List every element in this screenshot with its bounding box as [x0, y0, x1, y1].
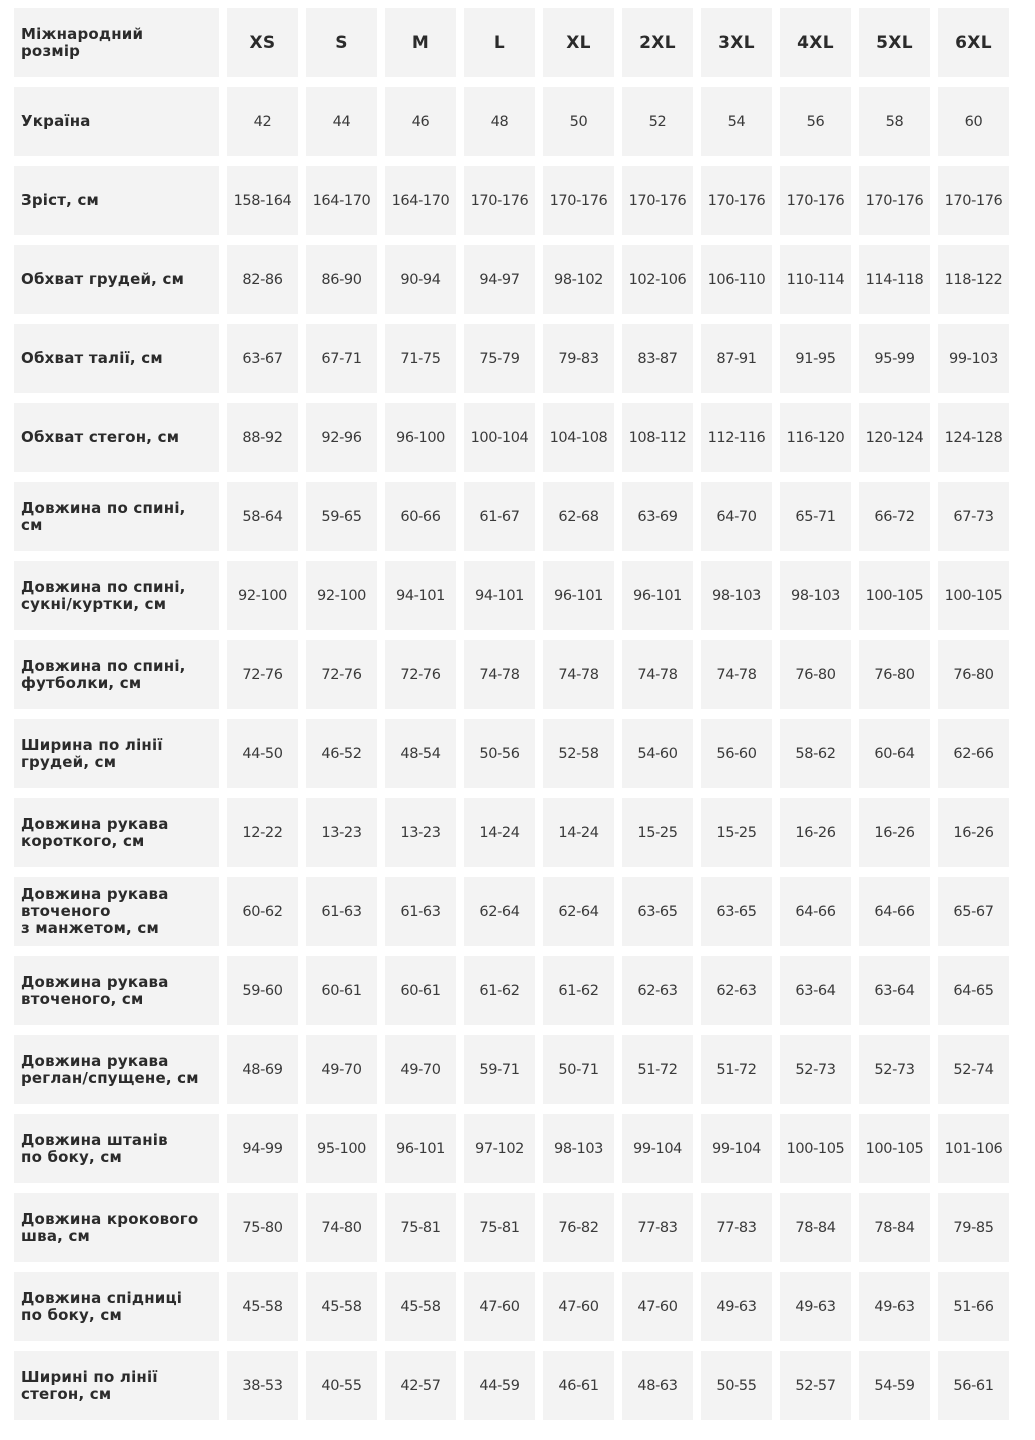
size-value-cell: 52 — [622, 87, 693, 156]
size-value-cell: 96-101 — [543, 561, 614, 630]
size-value-cell: 60-61 — [306, 956, 377, 1025]
size-value-cell: 56 — [780, 87, 851, 156]
size-value-cell: 59-71 — [464, 1035, 535, 1104]
size-value-cell: 88-92 — [227, 403, 298, 472]
size-value-cell: 54-59 — [859, 1351, 930, 1420]
size-value-cell: 64-66 — [780, 877, 851, 946]
size-value-cell: 170-176 — [859, 166, 930, 235]
size-value-cell: 16-26 — [780, 798, 851, 867]
size-value-cell: 94-99 — [227, 1114, 298, 1183]
size-value-cell: 124-128 — [938, 403, 1009, 472]
size-value-cell: 170-176 — [701, 166, 772, 235]
size-value-cell: 40-55 — [306, 1351, 377, 1420]
size-value-cell: 118-122 — [938, 245, 1009, 314]
size-value-cell: 52-58 — [543, 719, 614, 788]
size-value-cell: 75-79 — [464, 324, 535, 393]
size-value-cell: 56-61 — [938, 1351, 1009, 1420]
size-value-cell: 51-66 — [938, 1272, 1009, 1341]
size-value-cell: 95-99 — [859, 324, 930, 393]
row-label: Довжина рукава короткого, см — [14, 798, 219, 867]
header-label-international-size: Міжнародний розмір — [14, 8, 219, 77]
size-value-cell: 170-176 — [543, 166, 614, 235]
size-value-cell: 72-76 — [306, 640, 377, 709]
size-value-cell: 14-24 — [543, 798, 614, 867]
size-value-cell: 94-101 — [464, 561, 535, 630]
size-value-cell: 15-25 — [701, 798, 772, 867]
size-value-cell: 63-69 — [622, 482, 693, 551]
size-value-cell: 104-108 — [543, 403, 614, 472]
size-value-cell: 56-60 — [701, 719, 772, 788]
size-value-cell: 86-90 — [306, 245, 377, 314]
size-value-cell: 98-102 — [543, 245, 614, 314]
size-value-cell: 61-62 — [543, 956, 614, 1025]
size-value-cell: 62-68 — [543, 482, 614, 551]
row-label: Довжина крокового шва, см — [14, 1193, 219, 1262]
size-value-cell: 158-164 — [227, 166, 298, 235]
size-header-xs: XS — [227, 8, 298, 77]
size-value-cell: 74-78 — [622, 640, 693, 709]
row-label: Обхват грудей, см — [14, 245, 219, 314]
size-value-cell: 38-53 — [227, 1351, 298, 1420]
size-value-cell: 87-91 — [701, 324, 772, 393]
size-header-2xl: 2XL — [622, 8, 693, 77]
size-value-cell: 12-22 — [227, 798, 298, 867]
size-value-cell: 72-76 — [227, 640, 298, 709]
size-value-cell: 54 — [701, 87, 772, 156]
size-header-6xl: 6XL — [938, 8, 1009, 77]
size-value-cell: 92-100 — [227, 561, 298, 630]
size-value-cell: 49-63 — [701, 1272, 772, 1341]
size-value-cell: 96-101 — [622, 561, 693, 630]
size-value-cell: 48 — [464, 87, 535, 156]
size-value-cell: 76-80 — [859, 640, 930, 709]
row-label: Довжина рукава вточеного з манжетом, см — [14, 877, 219, 946]
size-value-cell: 75-81 — [464, 1193, 535, 1262]
size-value-cell: 92-100 — [306, 561, 377, 630]
row-label: Обхват стегон, см — [14, 403, 219, 472]
size-value-cell: 54-60 — [622, 719, 693, 788]
size-value-cell: 51-72 — [622, 1035, 693, 1104]
size-value-cell: 49-70 — [385, 1035, 456, 1104]
size-value-cell: 79-83 — [543, 324, 614, 393]
size-value-cell: 100-105 — [859, 561, 930, 630]
size-value-cell: 72-76 — [385, 640, 456, 709]
size-value-cell: 96-100 — [385, 403, 456, 472]
size-value-cell: 49-63 — [859, 1272, 930, 1341]
size-value-cell: 76-82 — [543, 1193, 614, 1262]
size-value-cell: 60-64 — [859, 719, 930, 788]
size-value-cell: 47-60 — [464, 1272, 535, 1341]
size-value-cell: 110-114 — [780, 245, 851, 314]
size-value-cell: 42-57 — [385, 1351, 456, 1420]
size-value-cell: 95-100 — [306, 1114, 377, 1183]
size-value-cell: 101-106 — [938, 1114, 1009, 1183]
size-value-cell: 64-65 — [938, 956, 1009, 1025]
size-value-cell: 94-101 — [385, 561, 456, 630]
size-value-cell: 44 — [306, 87, 377, 156]
size-value-cell: 67-71 — [306, 324, 377, 393]
size-value-cell: 82-86 — [227, 245, 298, 314]
size-value-cell: 75-80 — [227, 1193, 298, 1262]
size-value-cell: 79-85 — [938, 1193, 1009, 1262]
size-header-4xl: 4XL — [780, 8, 851, 77]
size-chart-table — [14, 8, 1012, 1420]
size-value-cell: 120-124 — [859, 403, 930, 472]
size-value-cell: 45-58 — [227, 1272, 298, 1341]
size-value-cell: 52-73 — [859, 1035, 930, 1104]
size-value-cell: 99-104 — [622, 1114, 693, 1183]
size-value-cell: 13-23 — [385, 798, 456, 867]
size-value-cell: 58-62 — [780, 719, 851, 788]
row-label: Довжина рукава реглан/спущене, см — [14, 1035, 219, 1104]
size-value-cell: 98-103 — [543, 1114, 614, 1183]
size-value-cell: 74-80 — [306, 1193, 377, 1262]
size-value-cell: 78-84 — [859, 1193, 930, 1262]
size-value-cell: 48-63 — [622, 1351, 693, 1420]
size-value-cell: 46-61 — [543, 1351, 614, 1420]
row-label: Довжина штанів по боку, см — [14, 1114, 219, 1183]
size-value-cell: 91-95 — [780, 324, 851, 393]
row-label: Довжина спідниці по боку, см — [14, 1272, 219, 1341]
size-value-cell: 63-64 — [780, 956, 851, 1025]
size-value-cell: 76-80 — [938, 640, 1009, 709]
size-value-cell: 13-23 — [306, 798, 377, 867]
size-value-cell: 46 — [385, 87, 456, 156]
size-value-cell: 52-74 — [938, 1035, 1009, 1104]
size-value-cell: 50 — [543, 87, 614, 156]
size-value-cell: 62-64 — [464, 877, 535, 946]
size-value-cell: 14-24 — [464, 798, 535, 867]
size-value-cell: 44-59 — [464, 1351, 535, 1420]
size-value-cell: 61-63 — [385, 877, 456, 946]
size-value-cell: 164-170 — [306, 166, 377, 235]
size-value-cell: 100-105 — [938, 561, 1009, 630]
row-label: Довжина рукава вточеного, см — [14, 956, 219, 1025]
size-value-cell: 77-83 — [622, 1193, 693, 1262]
size-value-cell: 170-176 — [464, 166, 535, 235]
size-value-cell: 48-54 — [385, 719, 456, 788]
row-label: Зріст, см — [14, 166, 219, 235]
size-value-cell: 58 — [859, 87, 930, 156]
size-value-cell: 60-61 — [385, 956, 456, 1025]
size-value-cell: 61-63 — [306, 877, 377, 946]
size-value-cell: 60 — [938, 87, 1009, 156]
size-value-cell: 59-65 — [306, 482, 377, 551]
size-value-cell: 60-62 — [227, 877, 298, 946]
size-header-l: L — [464, 8, 535, 77]
size-value-cell: 77-83 — [701, 1193, 772, 1262]
size-value-cell: 61-62 — [464, 956, 535, 1025]
size-value-cell: 61-67 — [464, 482, 535, 551]
size-value-cell: 90-94 — [385, 245, 456, 314]
size-value-cell: 62-66 — [938, 719, 1009, 788]
size-value-cell: 63-65 — [622, 877, 693, 946]
size-value-cell: 16-26 — [859, 798, 930, 867]
size-value-cell: 49-63 — [780, 1272, 851, 1341]
size-value-cell: 98-103 — [780, 561, 851, 630]
size-value-cell: 100-105 — [859, 1114, 930, 1183]
size-value-cell: 112-116 — [701, 403, 772, 472]
size-value-cell: 62-63 — [622, 956, 693, 1025]
size-value-cell: 99-104 — [701, 1114, 772, 1183]
size-value-cell: 108-112 — [622, 403, 693, 472]
size-value-cell: 106-110 — [701, 245, 772, 314]
size-value-cell: 59-60 — [227, 956, 298, 1025]
size-value-cell: 63-67 — [227, 324, 298, 393]
size-value-cell: 58-64 — [227, 482, 298, 551]
size-value-cell: 49-70 — [306, 1035, 377, 1104]
size-value-cell: 170-176 — [780, 166, 851, 235]
size-value-cell: 76-80 — [780, 640, 851, 709]
size-value-cell: 50-71 — [543, 1035, 614, 1104]
size-value-cell: 62-64 — [543, 877, 614, 946]
size-value-cell: 15-25 — [622, 798, 693, 867]
size-value-cell: 98-103 — [701, 561, 772, 630]
size-header-xl: XL — [543, 8, 614, 77]
size-header-5xl: 5XL — [859, 8, 930, 77]
row-label: Довжина по спині, футболки, см — [14, 640, 219, 709]
size-header-m: M — [385, 8, 456, 77]
size-header-3xl: 3XL — [701, 8, 772, 77]
row-label: Обхват талії, см — [14, 324, 219, 393]
size-value-cell: 94-97 — [464, 245, 535, 314]
size-value-cell: 97-102 — [464, 1114, 535, 1183]
size-value-cell: 100-105 — [780, 1114, 851, 1183]
size-value-cell: 67-73 — [938, 482, 1009, 551]
size-value-cell: 47-60 — [622, 1272, 693, 1341]
size-value-cell: 71-75 — [385, 324, 456, 393]
size-value-cell: 45-58 — [385, 1272, 456, 1341]
size-value-cell: 116-120 — [780, 403, 851, 472]
size-value-cell: 48-69 — [227, 1035, 298, 1104]
size-value-cell: 78-84 — [780, 1193, 851, 1262]
size-value-cell: 42 — [227, 87, 298, 156]
size-value-cell: 62-63 — [701, 956, 772, 1025]
size-header-s: S — [306, 8, 377, 77]
size-value-cell: 45-58 — [306, 1272, 377, 1341]
size-value-cell: 46-52 — [306, 719, 377, 788]
size-value-cell: 100-104 — [464, 403, 535, 472]
size-value-cell: 170-176 — [622, 166, 693, 235]
row-label: Ширині по лінії стегон, см — [14, 1351, 219, 1420]
size-value-cell: 66-72 — [859, 482, 930, 551]
size-value-cell: 74-78 — [464, 640, 535, 709]
size-value-cell: 65-71 — [780, 482, 851, 551]
size-value-cell: 60-66 — [385, 482, 456, 551]
size-value-cell: 92-96 — [306, 403, 377, 472]
size-value-cell: 64-66 — [859, 877, 930, 946]
size-value-cell: 50-55 — [701, 1351, 772, 1420]
size-value-cell: 52-73 — [780, 1035, 851, 1104]
size-value-cell: 63-64 — [859, 956, 930, 1025]
row-label: Довжина по спині, см — [14, 482, 219, 551]
size-value-cell: 74-78 — [543, 640, 614, 709]
row-label: Довжина по спині, сукні/куртки, см — [14, 561, 219, 630]
size-value-cell: 64-70 — [701, 482, 772, 551]
size-value-cell: 47-60 — [543, 1272, 614, 1341]
size-value-cell: 102-106 — [622, 245, 693, 314]
size-value-cell: 16-26 — [938, 798, 1009, 867]
size-value-cell: 74-78 — [701, 640, 772, 709]
size-value-cell: 65-67 — [938, 877, 1009, 946]
size-value-cell: 83-87 — [622, 324, 693, 393]
size-value-cell: 114-118 — [859, 245, 930, 314]
size-value-cell: 52-57 — [780, 1351, 851, 1420]
size-value-cell: 50-56 — [464, 719, 535, 788]
row-label: Україна — [14, 87, 219, 156]
size-value-cell: 99-103 — [938, 324, 1009, 393]
size-value-cell: 51-72 — [701, 1035, 772, 1104]
size-value-cell: 44-50 — [227, 719, 298, 788]
size-value-cell: 63-65 — [701, 877, 772, 946]
row-label: Ширина по лінії грудей, см — [14, 719, 219, 788]
size-value-cell: 170-176 — [938, 166, 1009, 235]
size-value-cell: 75-81 — [385, 1193, 456, 1262]
size-value-cell: 96-101 — [385, 1114, 456, 1183]
size-value-cell: 164-170 — [385, 166, 456, 235]
